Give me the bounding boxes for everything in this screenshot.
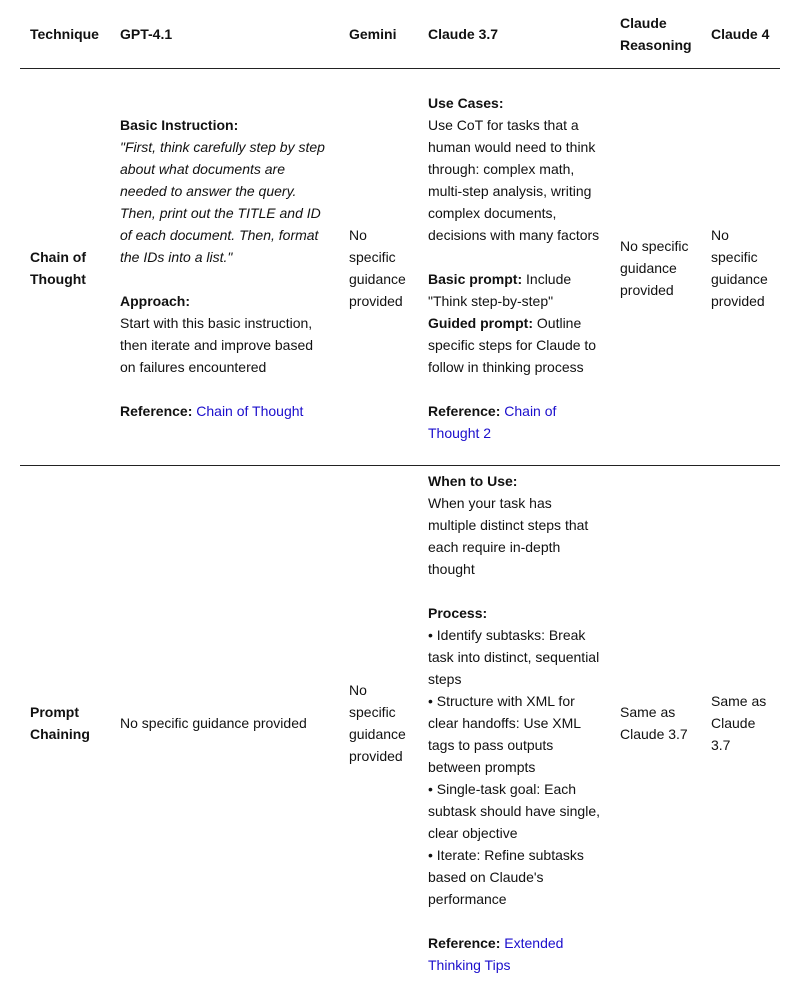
reference-label: Reference: xyxy=(120,403,193,419)
process-step: • Identify subtasks: Break task into distinct, sequential steps xyxy=(428,627,600,687)
gpt41-cell: No specific guidance provided xyxy=(120,715,307,731)
reference-link-chain-of-thought-2[interactable]: Chain of Thought 2 xyxy=(428,403,557,441)
claude-reasoning-cell: No specific guidance provided xyxy=(610,69,701,466)
gemini-cell: No specific guidance provided xyxy=(339,69,418,466)
basic-prompt-label: Basic prompt: xyxy=(428,271,523,287)
guided-prompt-label: Guided prompt: xyxy=(428,315,533,331)
basic-prompt-text: Include "Think step-by-step" xyxy=(428,271,572,309)
claude4-cell: Same as Claude 3.7 xyxy=(711,693,767,753)
process-label: Process: xyxy=(428,605,488,621)
guided-prompt-text: Outline specific steps for Claude to follow in thinking process xyxy=(428,315,597,375)
process-step: • Iterate: Refine subtasks based on Claude's performance xyxy=(428,847,584,907)
basic-instruction-text: "First, think carefully step by step about what documents are needed to answer the query. Then, print out the TITLE and ID of each document. Then, format the IDs into a list." xyxy=(120,139,325,265)
table-row-chain-of-thought xyxy=(20,69,780,466)
reference-line xyxy=(428,400,600,444)
header-claude-reasoning: Claude Reasoning xyxy=(610,0,701,69)
use-cases-text: Use CoT for tasks that a human would need to think through: complex math, multi-step analysis, writing complex documents, decisions with many factors xyxy=(428,117,600,243)
header-claude4: Claude 4 xyxy=(701,0,780,69)
claude37-cell xyxy=(418,69,610,466)
header-gpt41: GPT-4.1 xyxy=(110,0,339,69)
gpt41-cell xyxy=(110,69,339,466)
basic-prompt-line xyxy=(428,268,600,312)
reference-link-chain-of-thought[interactable]: Chain of Thought xyxy=(196,403,304,419)
header-claude37: Claude 3.7 xyxy=(418,0,610,69)
when-to-use-text: When your task has multiple distinct steps that each require in-depth thought xyxy=(428,495,589,577)
table-row-prompt-chaining xyxy=(20,466,780,981)
approach-text: Start with this basic instruction, then iterate and improve based on failures encountered xyxy=(120,315,314,375)
when-to-use-label: When to Use: xyxy=(428,473,518,489)
reference-label: Reference: xyxy=(428,403,501,419)
gemini-cell: No specific guidance provided xyxy=(349,682,406,764)
reference-label: Reference: xyxy=(428,935,501,951)
comparison-table-container xyxy=(20,0,780,980)
approach-label: Approach: xyxy=(120,293,190,309)
reference-line xyxy=(120,400,329,422)
guided-prompt-line xyxy=(428,312,600,378)
process-step: • Structure with XML for clear handoffs: Use XML tags to pass outputs between prompts xyxy=(428,693,581,775)
prompting-techniques-table xyxy=(20,0,780,980)
use-cases-label: Use Cases: xyxy=(428,95,504,111)
header-row xyxy=(20,0,780,69)
claude-reasoning-cell: Same as Claude 3.7 xyxy=(620,704,688,742)
technique-cell: Prompt Chaining xyxy=(30,704,90,742)
process-step: • Single-task goal: Each subtask should have single, clear objective xyxy=(428,781,600,841)
reference-link-extended-thinking-tips[interactable]: Extended Thinking Tips xyxy=(428,935,564,973)
reference-line xyxy=(428,932,600,976)
basic-instruction-label: Basic Instruction: xyxy=(120,117,239,133)
claude4-cell: No specific guidance provided xyxy=(701,69,780,466)
technique-cell: Chain of Thought xyxy=(20,69,110,466)
header-gemini: Gemini xyxy=(339,0,418,69)
claude37-cell xyxy=(418,466,610,981)
header-technique: Technique xyxy=(20,0,110,69)
